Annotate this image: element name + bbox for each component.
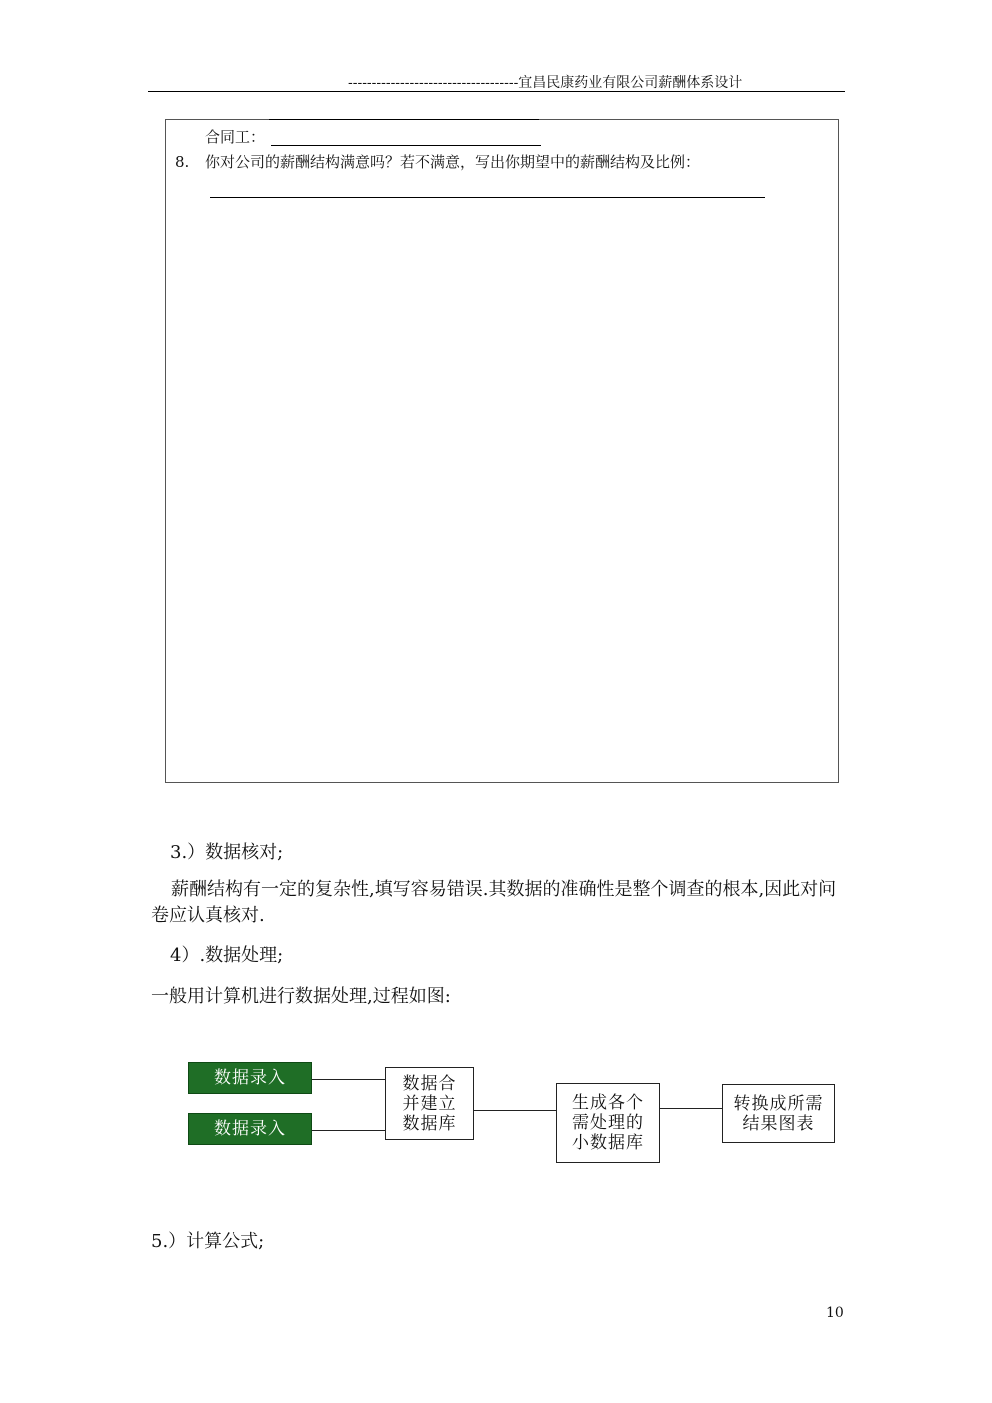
question-answer-line (210, 197, 765, 198)
contract-worker-answer-line (271, 145, 541, 146)
page-header: ------------------------------------宜昌民康药业有限公司薪酬体系设计 (348, 75, 743, 91)
merge-database-box: 数据合 并建立 数据库 (385, 1067, 474, 1140)
data-entry-box-2: 数据录入 (188, 1113, 312, 1145)
page-number: 10 (826, 1305, 844, 1321)
header-rule (148, 91, 845, 92)
connector-entry2-merge (312, 1130, 385, 1131)
section4-paragraph: 一般用计算机进行数据处理,过程如图: (151, 986, 451, 1007)
question-text: 你对公司的薪酬结构满意吗？若不满意，写出你期望中的薪酬结构及比例： (205, 153, 701, 171)
connector-merge-generate (474, 1110, 556, 1111)
contract-worker-label: 合同工： (205, 128, 266, 146)
connector-generate-convert (660, 1108, 722, 1109)
section5-heading: 5.）计算公式; (151, 1231, 265, 1252)
survey-box (165, 119, 839, 783)
generate-subdatabase-box: 生成各个 需处理的 小数据库 (556, 1083, 660, 1163)
section3-heading: 3.）数据核对; (170, 842, 284, 863)
connector-entry1-merge (312, 1079, 385, 1080)
convert-charts-box: 转换成所需 结果图表 (722, 1084, 835, 1143)
section4-heading: 4）.数据处理; (170, 945, 284, 966)
question-number: 8. (175, 153, 190, 171)
data-entry-box-1: 数据录入 (188, 1062, 312, 1094)
previous-answer-line (269, 119, 539, 120)
section3-paragraph: 薪酬结构有一定的复杂性,填写容易错误.其数据的准确性是整个调查的根本,因此对问卷应认真核对. (151, 879, 837, 926)
